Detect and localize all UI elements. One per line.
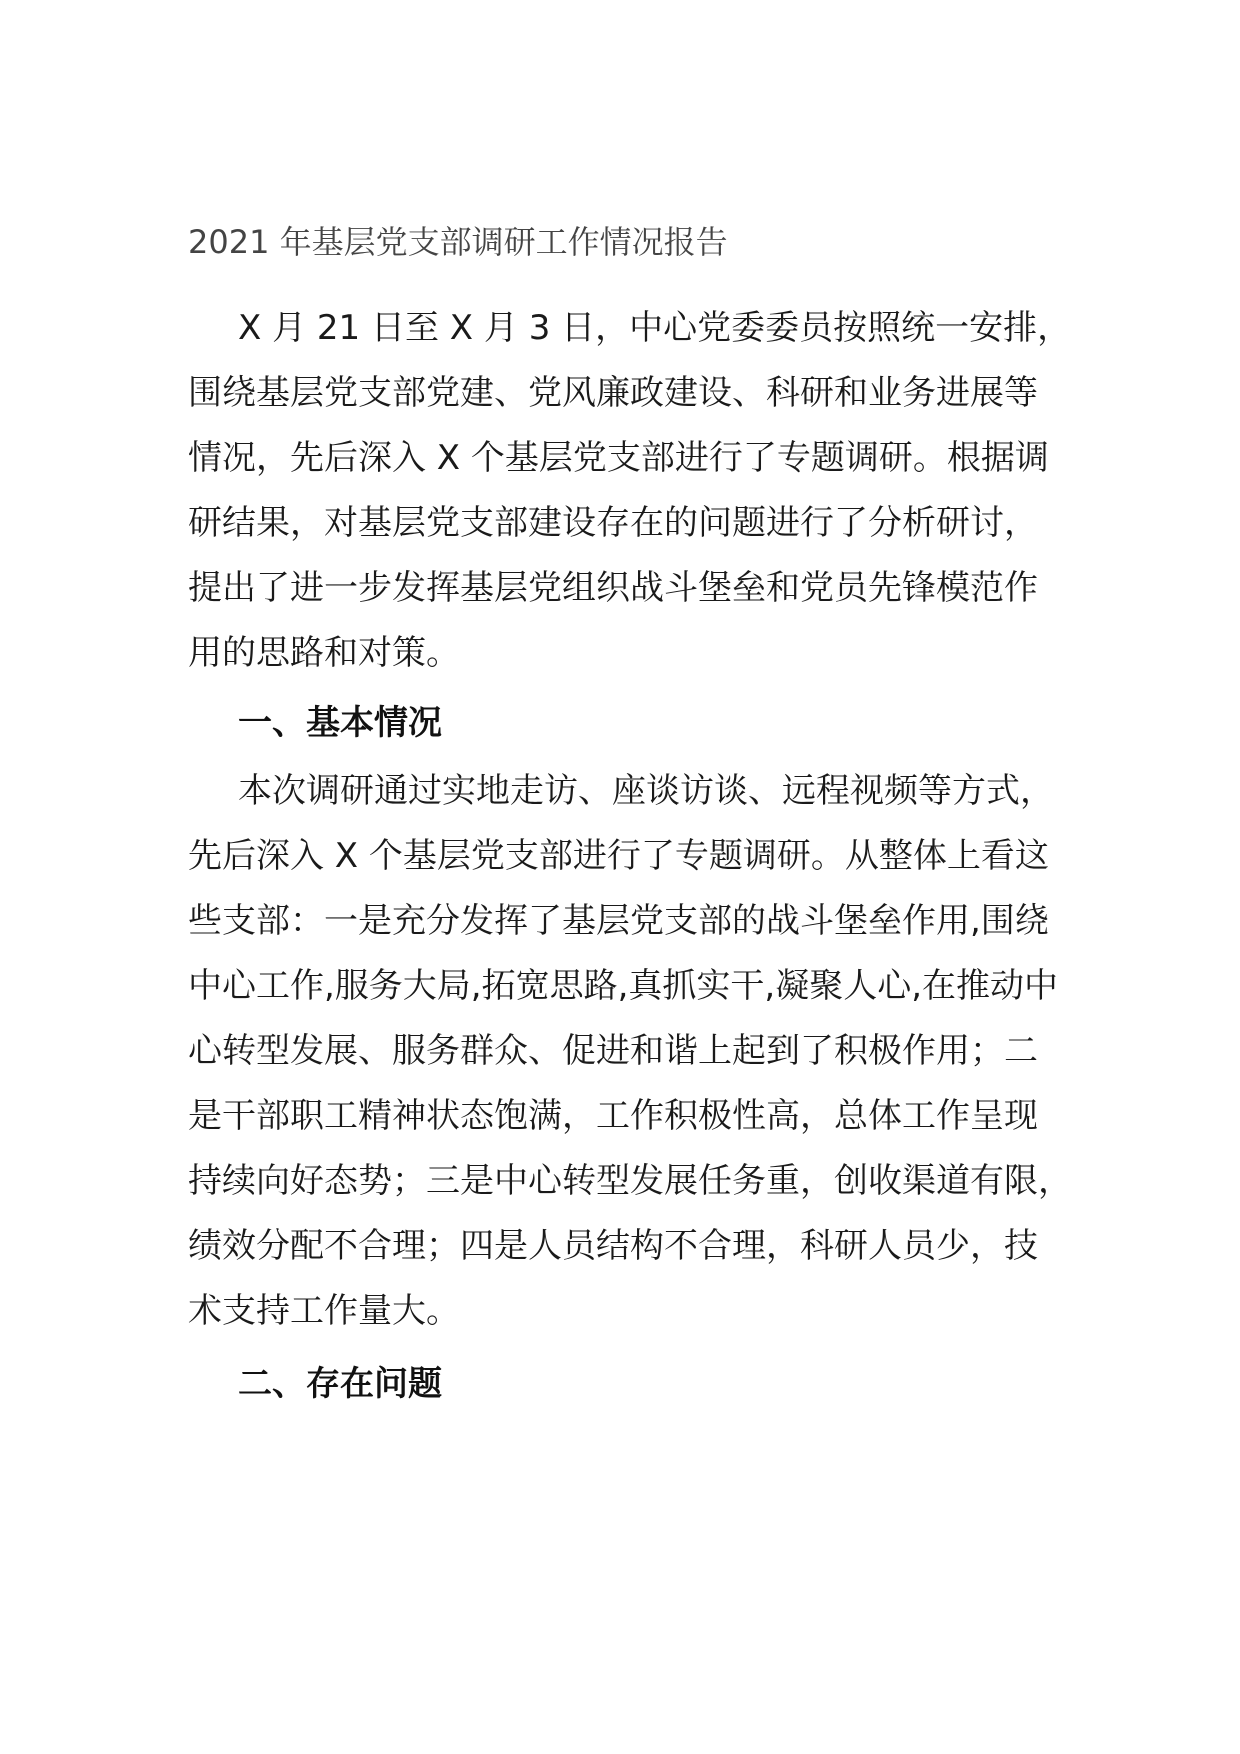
section-1-line-6: 是干部职工精神状态饱满，工作积极性高，总体工作呈现	[188, 1096, 1038, 1136]
section-1-line-2: 先后深入 X 个基层党支部进行了专题调研。从整体上看这	[188, 836, 1049, 876]
intro-line-6: 用的思路和对策。	[188, 633, 460, 673]
document-title: 2021 年基层党支部调研工作情况报告	[188, 223, 728, 261]
section-1-line-9: 术支持工作量大。	[188, 1291, 460, 1331]
section-1-heading: 一、基本情况	[238, 703, 442, 743]
section-1-line-4: 中心工作,服务大局,拓宽思路,真抓实干,凝聚人心,在推动中	[188, 966, 1059, 1006]
intro-line-3: 情况，先后深入 X 个基层党支部进行了专题调研。根据调	[188, 438, 1049, 478]
section-2-heading: 二、存在问题	[238, 1364, 442, 1404]
section-1-line-3: 些支部：一是充分发挥了基层党支部的战斗堡垒作用,围绕	[188, 901, 1049, 941]
intro-line-2: 围绕基层党支部党建、党风廉政建设、科研和业务进展等	[188, 373, 1038, 413]
section-1-line-5: 心转型发展、服务群众、促进和谐上起到了积极作用；二	[188, 1031, 1038, 1071]
section-1-line-8: 绩效分配不合理；四是人员结构不合理，科研人员少，技	[188, 1226, 1038, 1266]
section-1-line-1: 本次调研通过实地走访、座谈访谈、远程视频等方式，	[238, 771, 1054, 811]
intro-line-1: X 月 21 日至 X 月 3 日，中心党委委员按照统一安排，	[238, 308, 1072, 348]
section-1-line-7: 持续向好态势；三是中心转型发展任务重，创收渠道有限，	[188, 1161, 1072, 1201]
intro-line-4: 研结果，对基层党支部建设存在的问题进行了分析研讨，	[188, 503, 1038, 543]
intro-line-5: 提出了进一步发挥基层党组织战斗堡垒和党员先锋模范作	[188, 568, 1038, 608]
